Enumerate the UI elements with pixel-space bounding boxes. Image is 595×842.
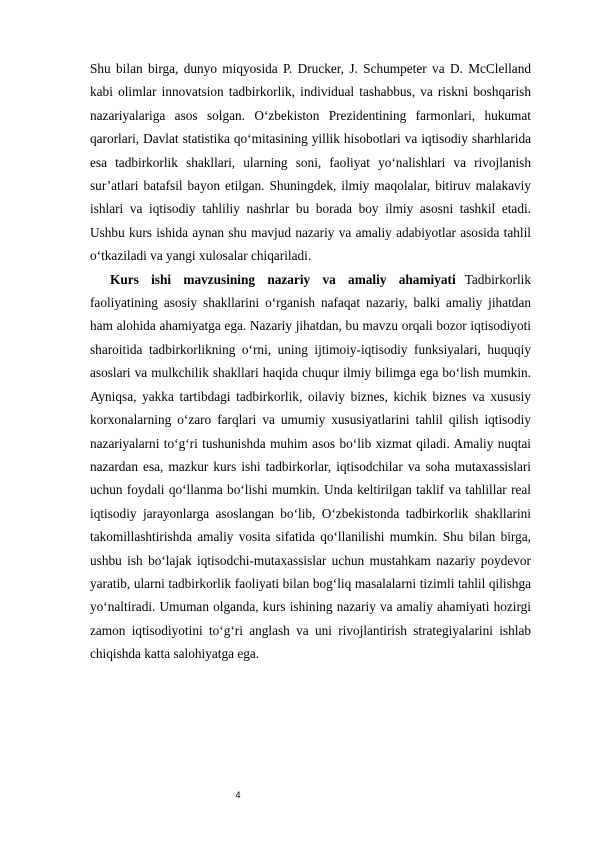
paragraph-significance — [90, 268, 531, 666]
page-number: 4 — [235, 790, 241, 800]
section-heading: Kurs ishi mavzusining nazariy va amaliy ahamiyati — [110, 271, 456, 287]
paragraph-significance-body: Tadbirkorlik faoliyatining asosiy shakllarini o‘rganish nafaqat nazariy, balki amaliy jihatdan ham alohida ahamiyatga ega. Nazariy jihatdan, bu mavzu orqali bozor iqtisodiyoti sharoitida tadbirkorlikning o‘rni, uning ijtimoiy-iqtisodiy funksiyalari, huquqiy asoslari va mulkchilik shakllari haqida chuqur ilmiy bilimga ega bo‘lish mumkin. Ayniqsa, yakka tartibdagi tadbirkorlik, oilaviy biznes, kichik biznes va xususiy korxonalarning o‘zaro farqlari va umumiy xususiyatlarini tahlil qilish iqtisodiy nazariyalarni to‘g‘ri tushunishda muhim asos bo‘lib xizmat qiladi. Amaliy nuqtai nazardan esa, mazkur kurs ishi tadbirkorlar, iqtisodchilar va soha mutaxassislari uchun foydali qo‘llanma bo‘lishi mumkin. Unda keltirilgan taklif va tahlillar real iqtisodiy jarayonlarga asoslangan bo‘lib, O‘zbekistonda tadbirkorlik shakllarini takomillashtirishda amaliy vosita sifatida qo‘llanilishi mumkin. Shu bilan birga, ushbu ish bo‘lajak iqtisodchi-mutaxassislar uchun mustahkam nazariy poydevor yaratib, ularni tadbirkorlik faoliyati bilan bog‘liq masalalarni tizimli tahlil qilishga yo‘naltiradi. Umuman olganda, kurs ishining nazariy va amaliy ahamiyati hozirgi zamon iqtisodiyotini to‘g‘ri anglash va uni rivojlantirish strategiyalarini ishlab chiqishda katta salohiyatga ega. — [90, 271, 531, 662]
paragraph-intro: Shu bilan birga, dunyo miqyosida P. Drucker, J. Schumpeter va D. McClelland kabi olimlar innovatsion tadbirkorlik, individual tashabbus, va riskni boshqarish nazariyalariga asos solgan. O‘zbekiston Prezidentining farmonlari, hukumat qarorlari, Davlat statistika qo‘mitasining yillik hisobotlari va iqtisodiy sharhlarida esa tadbirkorlik shakllari, ularning soni, faoliyat yo‘nalishlari va rivojlanish sur’atlari batafsil bayon etilgan. Shuningdek, ilmiy maqolalar, bitiruv malakaviy ishlari va iqtisodiy tahliliy nashrlar bu borada boy ilmiy asosni tashkil etadi. Ushbu kurs ishida aynan shu mavjud nazariy va amaliy adabiyotlar asosida tahlil o‘tkaziladi va yangi xulosalar chiqariladi. — [90, 61, 531, 264]
document-page — [90, 57, 531, 666]
